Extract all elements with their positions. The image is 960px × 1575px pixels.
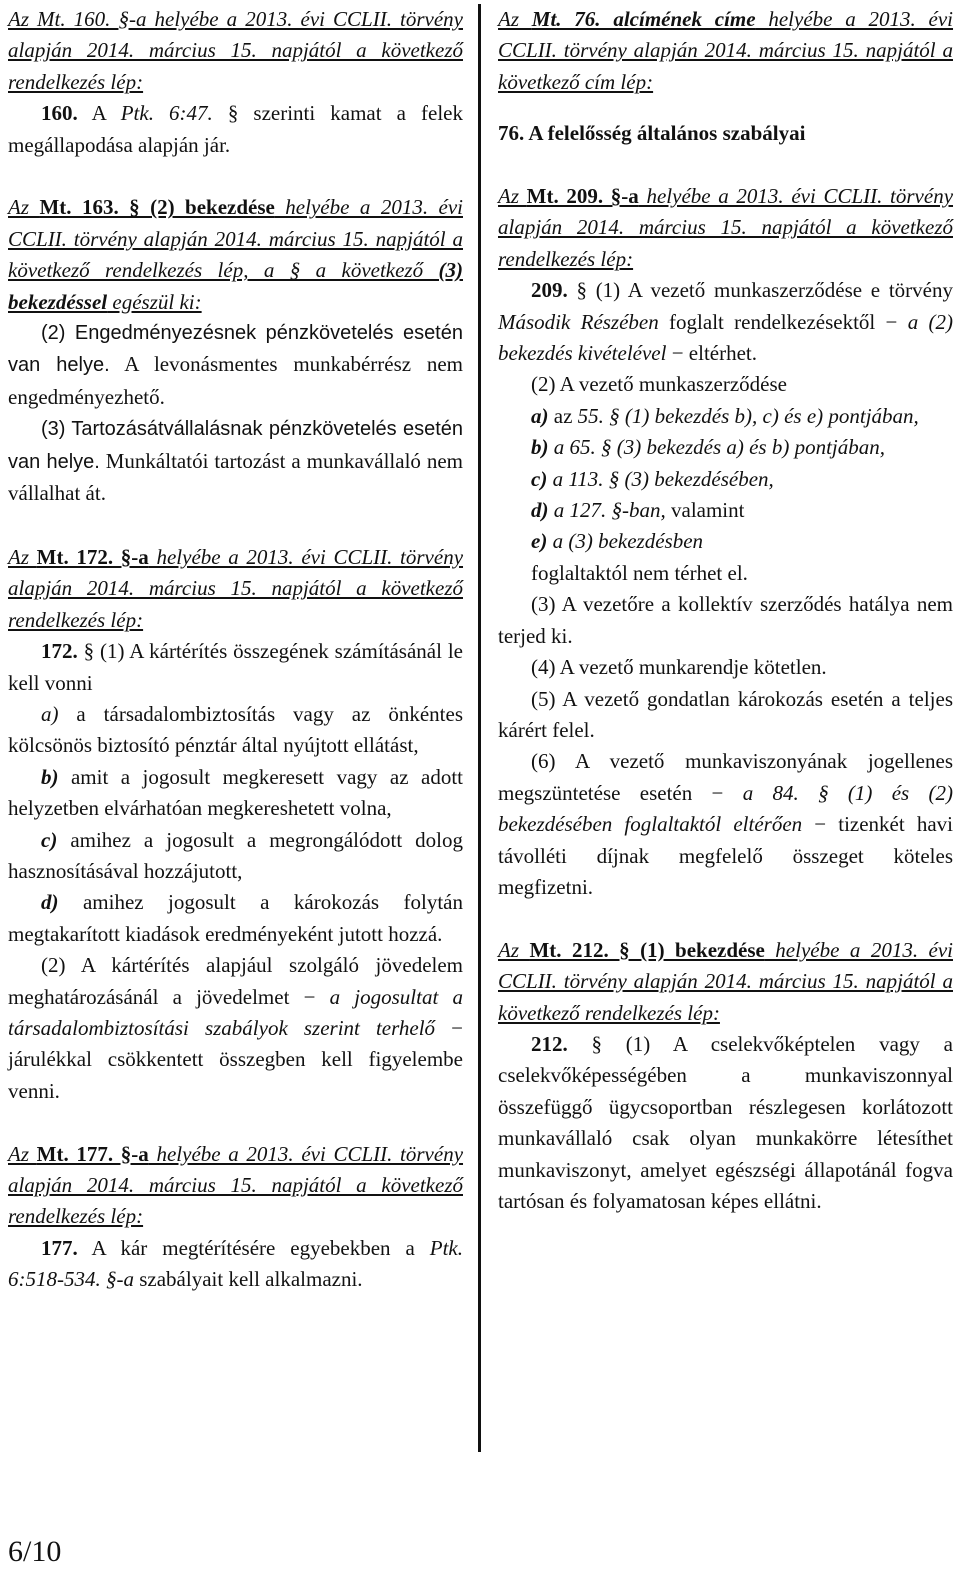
amendment-note-212 <box>498 935 953 1029</box>
list-item-172-a <box>8 699 463 762</box>
text: helyébe a 2013. évi CCLII. törvény alapján 2014. március 15. napjától a következő rendelkezés lép, a § a következő <box>8 195 463 283</box>
item-label: a) <box>41 701 59 726</box>
section-number-212: 212. <box>531 1031 568 1056</box>
text: Az <box>8 195 40 220</box>
amendment-note-209 <box>498 181 953 275</box>
right-column <box>498 4 953 1217</box>
paragraph-212-1 <box>498 1029 953 1217</box>
text: foglalt rendelkezésektől − <box>658 309 908 334</box>
text: egészül ki: <box>107 289 202 314</box>
mt-reference: Mt. 209. §-a <box>526 184 639 209</box>
paragraph-160 <box>8 98 463 161</box>
text: szabályait kell alkalmazni. <box>133 1267 363 1292</box>
paragraph-209-4: (4) A vezető munkarendje kötetlen. <box>531 655 827 680</box>
section-212 <box>498 935 953 1218</box>
paragraph-177 <box>8 1233 463 1296</box>
amendment-note-172 <box>8 542 463 636</box>
item-label: e) <box>531 529 548 554</box>
text: a 113. § (3) bekezdésében, <box>547 466 774 491</box>
text: helyébe a 2013. évi CCLII. törvény alapján 2014. március 15. napjától a következő rendelkezés lép: <box>8 1141 464 1229</box>
text: amihez jogosult a károkozás folytán megtakarított kiadások eredményeként jutott hozzá. <box>8 890 463 946</box>
text: − tizenkét havi távolléti díjnak megfelelő összeget köteles megfizetni. <box>498 812 953 899</box>
text: § (1) A kártérítés összegének számításánál le kell vonni <box>8 639 463 695</box>
text: a 65. § (3) bekezdés a) és b) pontjában, <box>548 435 886 460</box>
list-item-209-d <box>498 495 953 526</box>
section-177 <box>8 1139 463 1296</box>
text: Az <box>8 1141 37 1166</box>
text: Munkáltatói tartozást a munkavállaló nem vállalhat át. <box>8 448 463 506</box>
text: Második Részében <box>498 309 659 334</box>
text: helyébe a 2013. évi CCLII. törvény alapján 2014. március 15. napjától a következő rendelkezés lép: <box>498 937 953 1025</box>
section-number-209: 209. <box>531 278 568 303</box>
item-label: a) <box>531 403 549 428</box>
paragraph-172-1 <box>8 636 463 699</box>
text: § (1) A vezető munkaszerződése e törvény <box>567 278 953 303</box>
item-label: c) <box>531 466 548 491</box>
list-tail-209: foglaltaktól nem térhet el. <box>531 560 748 585</box>
list-item-209-b <box>498 432 953 463</box>
text: a 127. §-ban, <box>548 498 666 523</box>
left-column <box>8 4 463 1296</box>
text: a 84. § (1) és (2) bekezdésében foglaltaktól eltérően <box>498 780 954 837</box>
text: (3) Tartozásátvállalásnak pénzkövetelés esetén van helye. <box>8 418 463 473</box>
section-209 <box>498 181 953 903</box>
item-label: d) <box>41 890 59 915</box>
column-divider <box>478 4 481 1452</box>
item-label: b) <box>531 435 549 460</box>
list-item-172-b <box>8 762 463 825</box>
text: a jogosultat a társadalombiztosítási szabályok szerint terhelő <box>8 984 463 1040</box>
ptk-reference: Ptk. 6:518-534. §-a <box>8 1235 463 1292</box>
text: helyébe a 2013. évi CCLII. törvény alapján 2014. március 15. napjától a következő rendelkezés lép: <box>8 544 464 632</box>
paragraph-209-1 <box>498 275 953 369</box>
text: az <box>548 403 578 428</box>
text: 55. § (1) bekezdés b), c) és e) pontjában, <box>577 403 919 428</box>
amendment-note-76 <box>498 4 953 98</box>
text: A levonásmentes munkabérrész nem engedményezhető. <box>8 352 463 409</box>
ptk-reference: Ptk. 6:47. <box>120 101 213 126</box>
paragraph-172-2 <box>8 950 463 1107</box>
text: § (1) A cselekvőképtelen vagy a cselekvőképességében a munkaviszonnyal összefüggő ügycsoportban részlegesen korlátozott munkavállaló csak olyan munkakörre létesíthet munkaviszonyt, amelyet egészségi állapotánál fogva tartósan és folyamatosan képes ellátni. <box>498 1031 953 1213</box>
text: A <box>77 101 121 126</box>
text: Az <box>8 544 37 569</box>
text: Az <box>498 7 532 31</box>
text: amit a jogosult megkeresett vagy az adott helyzetben elvárhatóan megkereshetett volna, <box>8 764 463 821</box>
list-item-172-d <box>8 887 463 950</box>
section-172 <box>8 542 463 1107</box>
text: a (2) bekezdés kivételével <box>498 309 953 366</box>
section-number-172: 172. <box>41 639 78 664</box>
section-163 <box>8 192 463 510</box>
text: helyébe a 2013. évi CCLII. törvény alapján 2014. március 15. napjától a következő rendelkezés lép: <box>498 184 954 271</box>
new-paragraph-reference: (3) bekezdéssel <box>8 258 463 314</box>
text: A kár megtérítésére egyebekben a <box>77 1235 430 1260</box>
page-number: 6/10 <box>8 1535 62 1568</box>
section-number-160: 160. <box>41 101 78 126</box>
mt-reference: Mt. 76. alcímének címe <box>531 7 756 31</box>
paragraph-209-2: (2) A vezető munkaszerződése <box>531 372 787 397</box>
text: § szerinti kamat a felek megállapodása alapján jár. <box>8 101 463 157</box>
text: − járulékkal csökkentett összegben kell figyelembe venni. <box>8 1015 463 1103</box>
item-label: c) <box>41 827 58 852</box>
text: amihez a jogosult a megrongálódott dolog hasznosításával hozzájutott, <box>8 827 463 883</box>
text: (2) A kártérítés alapjául szolgáló jövedelem meghatározásánál a jövedelmet − <box>8 953 463 1009</box>
list-item-172-c <box>8 825 463 888</box>
item-label: b) <box>41 764 59 789</box>
list-item-209-e <box>498 526 953 557</box>
item-label: d) <box>531 498 549 523</box>
paragraph-209-6 <box>498 746 953 903</box>
mt-reference: Mt. 212. § (1) bekezdése <box>529 937 765 962</box>
paragraph-163-3 <box>8 414 463 510</box>
text: helyébe a 2013. évi CCLII. törvény alapján 2014. március 15. napjától a következő cím lép: <box>498 7 954 94</box>
subtitle-heading-76: 76. A felelősség általános szabályai <box>498 121 806 146</box>
text: (2) Engedményezésnek pénzkövetelés esetén van helye. <box>8 322 463 377</box>
mt-reference: Mt. 172. §-a <box>36 544 149 569</box>
paragraph-209-3: (3) A vezetőre a kollektív szerződés hatálya nem terjed ki. <box>498 592 953 648</box>
paragraph-209-5: (5) A vezető gondatlan károkozás esetén a teljes kárért felel. <box>498 686 953 742</box>
text: (6) A vezető munkaviszonyának jogellenes megszüntetése esetén − <box>498 749 953 805</box>
text: a társadalombiztosítás vagy az önkéntes kölcsönös biztosító pénztár által nyújtott ellátást, <box>8 701 463 758</box>
mt-reference: Mt. 177. §-a <box>36 1141 149 1166</box>
amendment-note-160: Az Mt. 160. §-a helyébe a 2013. évi CCLII. törvény alapján 2014. március 15. napjától a következő rendelkezés lép: <box>8 7 463 94</box>
list-item-209-c <box>498 464 953 495</box>
list-item-209-a <box>498 401 953 432</box>
text: Az <box>498 937 530 962</box>
amendment-note-177 <box>8 1139 463 1233</box>
section-76 <box>498 4 953 150</box>
text: a (3) bekezdésben <box>547 529 704 554</box>
amendment-note-163 <box>8 192 463 318</box>
paragraph-163-2 <box>8 318 463 414</box>
mt-reference: Mt. 163. § (2) bekezdése <box>39 195 275 220</box>
section-number-177: 177. <box>41 1235 78 1260</box>
text: Az <box>498 184 527 209</box>
section-160 <box>8 4 463 161</box>
text: valamint <box>665 498 745 523</box>
text: − eltérhet. <box>666 341 758 366</box>
